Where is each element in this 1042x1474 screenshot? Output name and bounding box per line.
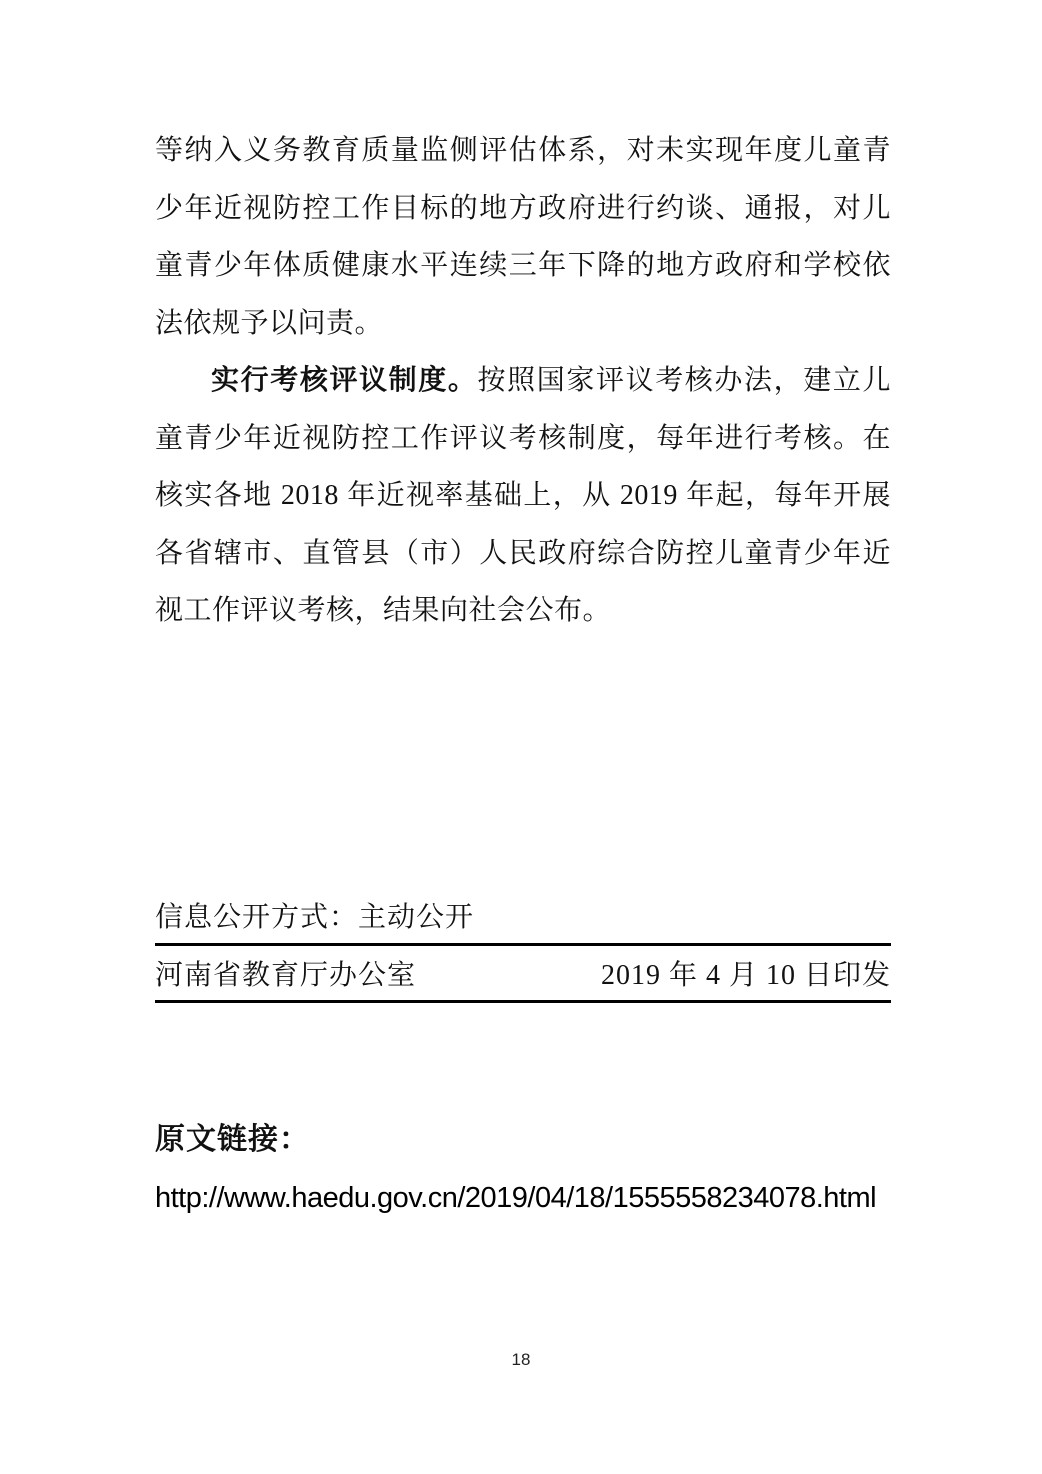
source-link-section: [155, 1118, 891, 1220]
source-link-url[interactable]: http://www.haedu.gov.cn/2019/04/18/1555558234078.html: [155, 1182, 877, 1214]
bottom-rule: [155, 1000, 891, 1003]
document-body: [155, 122, 891, 640]
office-date-row: [155, 946, 891, 1000]
source-link-label: 原文链接：: [155, 1123, 310, 1156]
disclosure-line: 信息公开方式：主动公开: [155, 902, 475, 933]
print-date: 2019 年 4 月 10 日印发: [600, 960, 891, 991]
paragraph-2-text: 按照国家评议考核办法，建立儿童青少年近视防控工作评议考核制度，每年进行考核。在核实各地 2018 年近视率基础上，从 2019 年起，每年开展各省辖市、直管县（市）人民政府综合防控儿童青少年近视工作评议考核，结果向社会公布。: [155, 365, 891, 626]
issuing-office: 河南省教育厅办公室: [155, 960, 417, 991]
page-number: 18: [511, 1350, 531, 1369]
paragraph-2-lead: 实行考核评议制度。: [211, 365, 478, 396]
body-paragraph-2: [155, 352, 891, 640]
issuance-footer: [155, 893, 891, 1003]
body-paragraph-1: 等纳入义务教育质量监侧评估体系，对未实现年度儿童青少年近视防控工作目标的地方政府进行约谈、通报，对儿童青少年体质健康水平连续三年下降的地方政府和学校依法依规予以问责。: [155, 135, 891, 339]
